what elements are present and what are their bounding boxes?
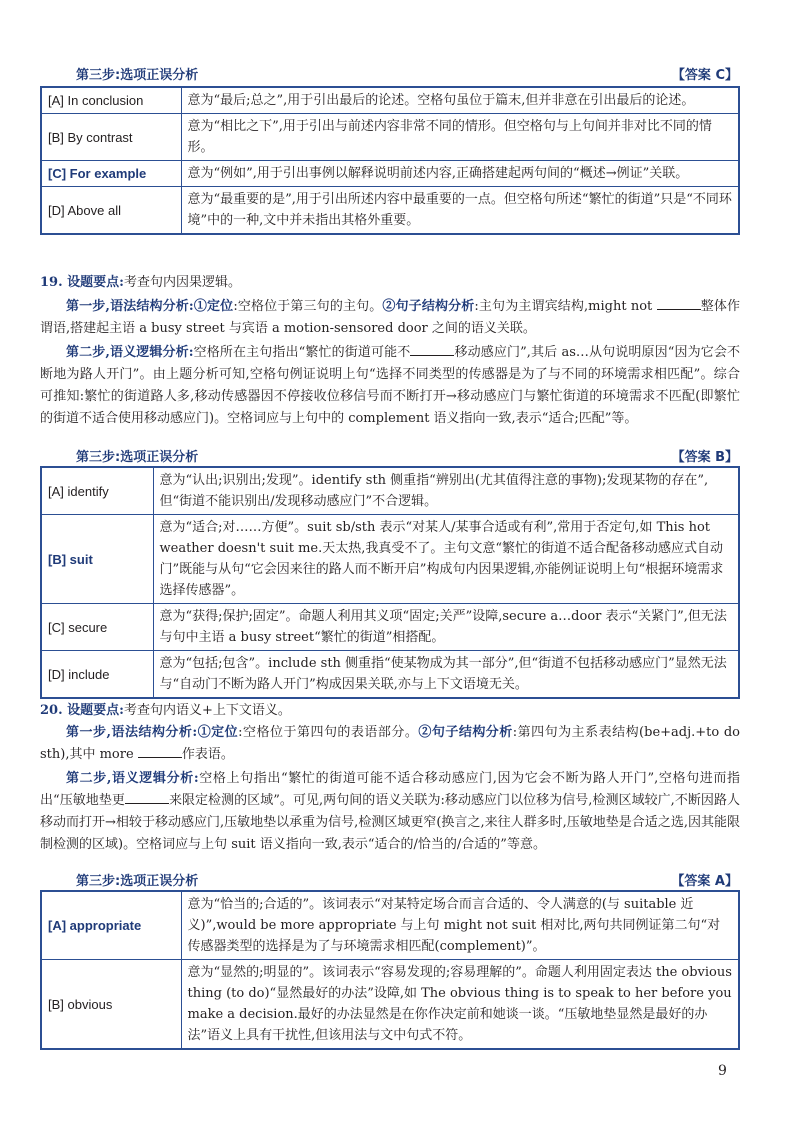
step2-text-a: 空格上句指出“繁忙的街道可能不适合移动感应门,因为它会不断为路人开门”,空格句进而指出“压敏地垫更 bbox=[40, 771, 740, 808]
step2-label: 第二步,语义逻辑分析: bbox=[66, 345, 194, 360]
answer-badge: 【答案 B】 bbox=[671, 450, 738, 465]
options-table-19 bbox=[40, 466, 740, 699]
option-label: [C] For example bbox=[41, 161, 181, 187]
option-explanation: 意为“显然的;明显的”。该词表示“容易发现的;容易理解的”。命题人利用固定表达 the obvious thing (to do)“显然最好的办法”设障,如 The obvious thing is to speak to her before you make a decision.最好的办法显然是在你作决定前和她谈一谈。“压敏地垫显然是最好的办法”语义上具有干扰性,但该用法与文中句式不符。 bbox=[181, 960, 739, 1050]
options-table-18 bbox=[40, 86, 740, 235]
step-label: 第三步:选项正误分析 bbox=[76, 450, 199, 465]
option-label: [D] include bbox=[41, 651, 153, 699]
structure-label: ②句子结构分析 bbox=[382, 299, 475, 314]
structure-label: ②句子结构分析 bbox=[418, 725, 513, 740]
step-label: 第三步:选项正误分析 bbox=[76, 874, 199, 889]
question-19-title bbox=[40, 272, 740, 294]
section-heading bbox=[40, 64, 740, 86]
option-label: [B] obvious bbox=[41, 960, 181, 1050]
answer-badge: 【答案 A】 bbox=[671, 874, 738, 889]
option-row bbox=[41, 467, 739, 515]
page-number: 9 bbox=[718, 1063, 727, 1079]
locate-label: ①定位 bbox=[197, 725, 239, 740]
option-explanation: 意为“适合;对……方便”。suit sb/sth 表示“对某人/某事合适或有利”,常用于否定句,如 This hot weather doesn't suit me.天太热,我真受不了。主句文意“繁忙的街道不适合配备移动感应式自动门”既能与从句“它会因来往的路人而不断开启”构成句内因果逻辑,亦能例证说明上句“根据环境需求选择传感器”。 bbox=[153, 515, 739, 604]
option-row-correct bbox=[41, 161, 739, 187]
section-heading bbox=[40, 446, 740, 468]
section-heading bbox=[40, 870, 740, 892]
option-row bbox=[41, 114, 739, 161]
options-table-20 bbox=[40, 890, 740, 1050]
step1-text-c: 整体作谓语,搭建起主语 a busy street 与宾语 a motion-sensored door 之间的语义关联。 bbox=[40, 299, 740, 336]
option-row bbox=[41, 651, 739, 699]
question-focus: 考查句内语义+上下文语义。 bbox=[123, 703, 291, 718]
question-number: 19. 设题要点: bbox=[40, 275, 124, 290]
step1-text-b: :主句为主谓宾结构,might not bbox=[474, 299, 653, 314]
option-explanation: 意为“最重要的是”,用于引出所述内容中最重要的一点。但空格句所述“繁忙的街道”只是“不同环境”中的一种,文中并未指出其格外重要。 bbox=[181, 187, 739, 235]
option-label: [A] appropriate bbox=[41, 891, 181, 960]
blank-line bbox=[125, 791, 169, 804]
step1-label: 第一步,语法结构分析: bbox=[66, 299, 194, 314]
locate-label: ①定位 bbox=[193, 299, 234, 314]
step2-text-a: 空格所在主句指出“繁忙的街道可能不 bbox=[193, 345, 411, 360]
q19-step2 bbox=[40, 342, 740, 430]
step2-text-b: 移动感应门”,其后 as…从句说明原因“因为它会不断地为路人开门”。由上题分析可知,空格句例证说明上句“选择不同类型的传感器是为了与不同的环境需求相匹配”。综合可推知:繁忙的街道路人多,移动传感器因不停接收位移信号而不断打开→移动感应门与繁忙街道的环境需求不匹配(即繁忙的街道不适合使用移动感应门)。空格词应与上句中的 complement 语义指向一致,表示“适合;匹配”等。 bbox=[40, 345, 740, 426]
option-row bbox=[41, 187, 739, 235]
option-explanation: 意为“包括;包含”。include sth 侧重指“使某物成为其一部分”,但“街道不包括移动感应门”显然无法与“自动门不断为路人开门”构成因果关联,亦与上下文语境无关。 bbox=[153, 651, 739, 699]
step1-label: 第一步,语法结构分析: bbox=[66, 725, 198, 740]
blank-line bbox=[657, 297, 701, 310]
step1-text-b: :第四句为主系表结构(be+adj.+to do sth),其中 more bbox=[40, 725, 740, 762]
option-explanation: 意为“例如”,用于引出事例以解释说明前述内容,正确搭建起两句间的“概述→例证”关联。 bbox=[181, 161, 739, 187]
step1-text-a: :空格位于第四句的表语部分。 bbox=[238, 725, 419, 740]
q20-step1 bbox=[40, 722, 740, 766]
option-row-correct bbox=[41, 515, 739, 604]
option-explanation: 意为“恰当的;合适的”。该词表示“对某特定场合而言合适的、令人满意的(与 suitable 近义)”,would be more appropriate 与上句 might not suit 相对比,两句共同例证第二句“对传感器类型的选择是为了与环境需求相匹配(complement)”。 bbox=[181, 891, 739, 960]
option-label: [B] suit bbox=[41, 515, 153, 604]
option-explanation: 意为“认出;识别出;发现”。identify sth 侧重指“辨别出(尤其值得注意的事物);发现某物的存在”,但“街道不能识别出/发现移动感应门”不合逻辑。 bbox=[153, 467, 739, 515]
option-row-correct bbox=[41, 891, 739, 960]
option-explanation: 意为“相比之下”,用于引出与前述内容非常不同的情形。但空格句与上句间并非对比不同的情形。 bbox=[181, 114, 739, 161]
option-row bbox=[41, 960, 739, 1050]
option-label: [C] secure bbox=[41, 604, 153, 651]
blank-line bbox=[410, 343, 454, 356]
option-row bbox=[41, 87, 739, 114]
step-label: 第三步:选项正误分析 bbox=[76, 68, 199, 83]
option-label: [A] In conclusion bbox=[41, 87, 181, 114]
step1-text-c: 作表语。 bbox=[181, 747, 234, 762]
question-focus: 考查句内因果逻辑。 bbox=[123, 275, 241, 290]
option-row bbox=[41, 604, 739, 651]
question-number: 20. 设题要点: bbox=[40, 703, 124, 718]
option-label: [B] By contrast bbox=[41, 114, 181, 161]
step2-label: 第二步,语义逻辑分析: bbox=[66, 771, 199, 786]
option-explanation: 意为“最后;总之”,用于引出最后的论述。空格句虽位于篇末,但并非意在引出最后的论述。 bbox=[181, 87, 739, 114]
blank-line bbox=[138, 745, 182, 758]
step2-text-b: 来限定检测的区域”。可见,两句间的语义关联为:移动感应门以位移为信号,检测区域较广,不断因路人移动而打开→相较于移动感应门,压敏地垫以承重为信号,检测区域更窄(换言之,来往人群多时,压敏地垫是合适之选,因其能限制检测的区域)。空格词应与上句 suit 语义指向一致,表示“适合的/恰当的/合适的”等意。 bbox=[40, 793, 740, 852]
step1-text-a: :空格位于第三句的主句。 bbox=[233, 299, 383, 314]
question-20-title bbox=[40, 700, 740, 722]
option-explanation: 意为“获得;保护;固定”。命题人利用其义项“固定;关严”设障,secure a…door 表示“关紧门”,但无法与句中主语 a busy street“繁忙的街道”相搭配。 bbox=[153, 604, 739, 651]
option-label: [D] Above all bbox=[41, 187, 181, 235]
q19-step1 bbox=[40, 296, 740, 340]
option-label: [A] identify bbox=[41, 467, 153, 515]
q20-step2 bbox=[40, 768, 740, 856]
answer-badge: 【答案 C】 bbox=[671, 68, 738, 83]
